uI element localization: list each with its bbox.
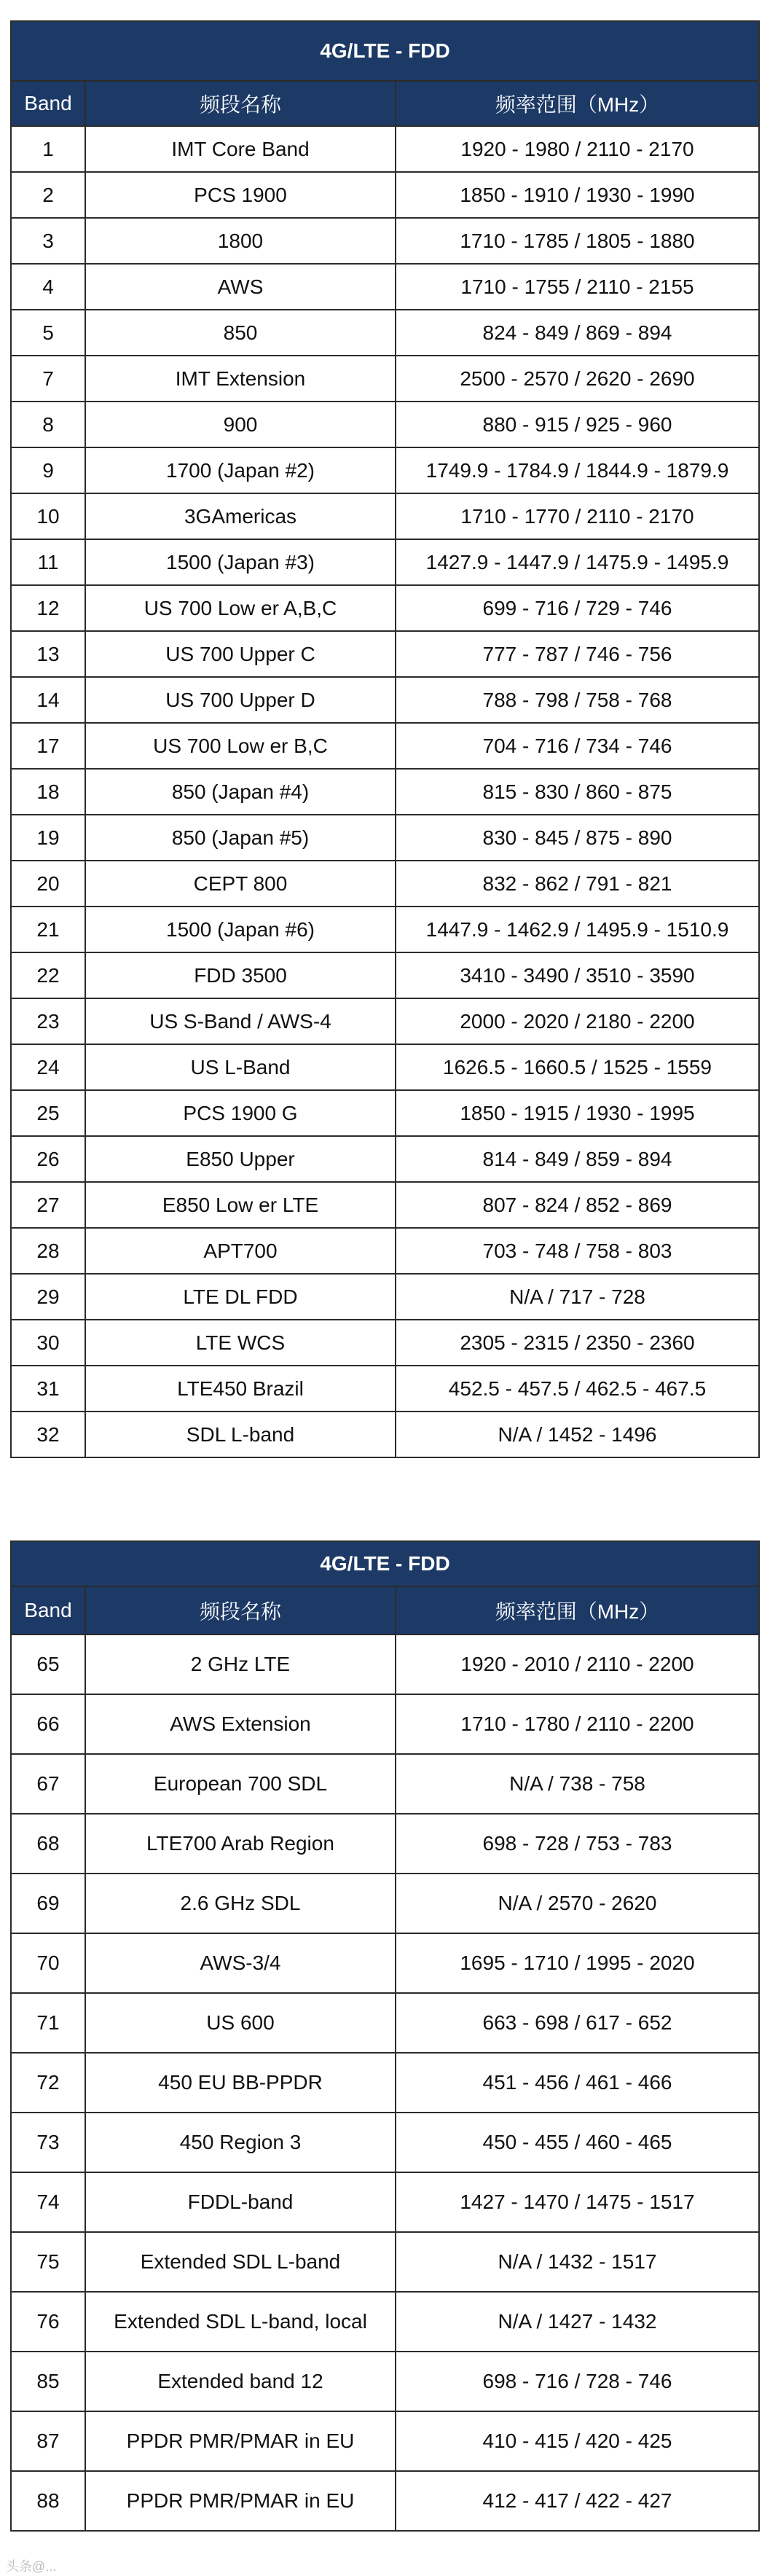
table-row [11,172,759,218]
table-row [11,1754,759,1814]
band-number: 4 [11,264,85,310]
table-title: 4G/LTE - FDD [11,1541,759,1586]
lte-fdd-table-1 [10,20,760,1458]
band-name: 1700 (Japan #2) [85,447,396,493]
table-row [11,861,759,907]
band-name: 1500 (Japan #3) [85,539,396,585]
frequency-range: N/A / 2570 - 2620 [396,1874,759,1933]
band-name: Extended SDL L-band, local [85,2292,396,2352]
frequency-range: 2000 - 2020 / 2180 - 2200 [396,998,759,1044]
frequency-range: 1710 - 1770 / 2110 - 2170 [396,493,759,539]
watermark: 头条@... [6,2559,57,2574]
frequency-range: 814 - 849 / 859 - 894 [396,1136,759,1182]
frequency-range: 450 - 455 / 460 - 465 [396,2113,759,2172]
band-name: European 700 SDL [85,1754,396,1814]
band-number: 69 [11,1874,85,1933]
frequency-range: 1695 - 1710 / 1995 - 2020 [396,1933,759,1993]
band-number: 88 [11,2471,85,2531]
band-name: FDDL-band [85,2172,396,2232]
frequency-range: 2500 - 2570 / 2620 - 2690 [396,356,759,402]
band-name: US S-Band / AWS-4 [85,998,396,1044]
band-number: 68 [11,1814,85,1874]
band-name: 900 [85,402,396,447]
table-row [11,585,759,631]
band-name: Extended band 12 [85,2352,396,2411]
band-number: 74 [11,2172,85,2232]
frequency-range: 451 - 456 / 461 - 466 [396,2053,759,2113]
band-name: PPDR PMR/PMAR in EU [85,2471,396,2531]
band-number: 7 [11,356,85,402]
band-name: US 700 Low er A,B,C [85,585,396,631]
band-number: 71 [11,1993,85,2053]
table-row [11,1136,759,1182]
frequency-range: 777 - 787 / 746 - 756 [396,631,759,677]
frequency-range: N/A / 717 - 728 [396,1274,759,1320]
frequency-range: 830 - 845 / 875 - 890 [396,815,759,861]
band-number: 65 [11,1635,85,1694]
band-name: AWS [85,264,396,310]
frequency-range: 698 - 728 / 753 - 783 [396,1814,759,1874]
table-row [11,539,759,585]
frequency-range: 832 - 862 / 791 - 821 [396,861,759,907]
table-row [11,264,759,310]
table-row [11,1694,759,1754]
band-number: 73 [11,2113,85,2172]
table-row [11,310,759,356]
table-row [11,1933,759,1993]
band-number: 3 [11,218,85,264]
band-name: CEPT 800 [85,861,396,907]
band-name: 850 [85,310,396,356]
frequency-range: 1710 - 1785 / 1805 - 1880 [396,218,759,264]
band-name: US 700 Upper C [85,631,396,677]
frequency-range: 1850 - 1910 / 1930 - 1990 [396,172,759,218]
table-row [11,1044,759,1090]
band-name: 450 Region 3 [85,2113,396,2172]
band-name: US 700 Low er B,C [85,723,396,769]
band-number: 20 [11,861,85,907]
header-band-name: 频段名称 [85,81,396,126]
frequency-range: 663 - 698 / 617 - 652 [396,1993,759,2053]
band-number: 28 [11,1228,85,1274]
band-number: 5 [11,310,85,356]
table-row [11,493,759,539]
header-frequency-range: 频率范围（MHz） [396,81,759,126]
band-name: Extended SDL L-band [85,2232,396,2292]
frequency-range: 2305 - 2315 / 2350 - 2360 [396,1320,759,1366]
band-number: 70 [11,1933,85,1993]
frequency-range: 1427 - 1470 / 1475 - 1517 [396,2172,759,2232]
header-frequency-range: 频率范围（MHz） [396,1586,759,1635]
band-name: US L-Band [85,1044,396,1090]
frequency-range: 452.5 - 457.5 / 462.5 - 467.5 [396,1366,759,1412]
table-row [11,2053,759,2113]
frequency-range: 880 - 915 / 925 - 960 [396,402,759,447]
table-row [11,1412,759,1457]
frequency-range: 788 - 798 / 758 - 768 [396,677,759,723]
band-number: 75 [11,2232,85,2292]
band-name: 450 EU BB-PPDR [85,2053,396,2113]
frequency-range: 698 - 716 / 728 - 746 [396,2352,759,2411]
band-name: 3GAmericas [85,493,396,539]
band-name: 2.6 GHz SDL [85,1874,396,1933]
table-row [11,1228,759,1274]
band-number: 26 [11,1136,85,1182]
frequency-range: N/A / 1452 - 1496 [396,1412,759,1457]
band-name: 1500 (Japan #6) [85,907,396,952]
band-number: 14 [11,677,85,723]
band-name: PPDR PMR/PMAR in EU [85,2411,396,2471]
frequency-range: 1710 - 1780 / 2110 - 2200 [396,1694,759,1754]
band-number: 19 [11,815,85,861]
table-row [11,677,759,723]
frequency-range: 1626.5 - 1660.5 / 1525 - 1559 [396,1044,759,1090]
band-number: 66 [11,1694,85,1754]
band-name: PCS 1900 G [85,1090,396,1136]
table-row [11,631,759,677]
band-number: 85 [11,2352,85,2411]
band-name: SDL L-band [85,1412,396,1457]
band-name: AWS-3/4 [85,1933,396,1993]
header-band: Band [11,1586,85,1635]
frequency-range: N/A / 1432 - 1517 [396,2232,759,2292]
table-row [11,1993,759,2053]
band-number: 21 [11,907,85,952]
frequency-range: N/A / 738 - 758 [396,1754,759,1814]
band-number: 9 [11,447,85,493]
band-number: 76 [11,2292,85,2352]
band-name: 850 (Japan #4) [85,769,396,815]
band-name: E850 Upper [85,1136,396,1182]
table-row [11,2232,759,2292]
frequency-range: 1710 - 1755 / 2110 - 2155 [396,264,759,310]
band-name: LTE WCS [85,1320,396,1366]
frequency-range: 1850 - 1915 / 1930 - 1995 [396,1090,759,1136]
frequency-range: 3410 - 3490 / 3510 - 3590 [396,952,759,998]
band-name: 2 GHz LTE [85,1635,396,1694]
table-row [11,2352,759,2411]
band-number: 10 [11,493,85,539]
frequency-range: 1447.9 - 1462.9 / 1495.9 - 1510.9 [396,907,759,952]
band-number: 29 [11,1274,85,1320]
frequency-range: N/A / 1427 - 1432 [396,2292,759,2352]
band-number: 8 [11,402,85,447]
band-number: 12 [11,585,85,631]
header-band-name: 频段名称 [85,1586,396,1635]
frequency-range: 807 - 824 / 852 - 869 [396,1182,759,1228]
band-number: 24 [11,1044,85,1090]
band-name: E850 Low er LTE [85,1182,396,1228]
table-row [11,447,759,493]
frequency-range: 703 - 748 / 758 - 803 [396,1228,759,1274]
band-name: LTE DL FDD [85,1274,396,1320]
table-row [11,907,759,952]
table-row [11,402,759,447]
band-number: 1 [11,126,85,172]
band-number: 23 [11,998,85,1044]
frequency-range: 1920 - 2010 / 2110 - 2200 [396,1635,759,1694]
table-row [11,2411,759,2471]
band-name: LTE700 Arab Region [85,1814,396,1874]
band-number: 67 [11,1754,85,1814]
band-name: 850 (Japan #5) [85,815,396,861]
band-name: 1800 [85,218,396,264]
table-row [11,1274,759,1320]
frequency-range: 412 - 417 / 422 - 427 [396,2471,759,2531]
table-row [11,1874,759,1933]
band-name: LTE450 Brazil [85,1366,396,1412]
table-row [11,1635,759,1694]
table-row [11,126,759,172]
frequency-range: 1749.9 - 1784.9 / 1844.9 - 1879.9 [396,447,759,493]
frequency-range: 1427.9 - 1447.9 / 1475.9 - 1495.9 [396,539,759,585]
frequency-range: 1920 - 1980 / 2110 - 2170 [396,126,759,172]
table-row [11,998,759,1044]
band-name: IMT Extension [85,356,396,402]
band-name: PCS 1900 [85,172,396,218]
table-row [11,356,759,402]
band-number: 32 [11,1412,85,1457]
frequency-range: 699 - 716 / 729 - 746 [396,585,759,631]
frequency-range: 704 - 716 / 734 - 746 [396,723,759,769]
table-row [11,1090,759,1136]
table-row [11,218,759,264]
frequency-range: 824 - 849 / 869 - 894 [396,310,759,356]
table-row [11,1320,759,1366]
band-number: 27 [11,1182,85,1228]
band-name: AWS Extension [85,1694,396,1754]
lte-fdd-table-2 [10,1540,760,2532]
table-row [11,952,759,998]
band-name: FDD 3500 [85,952,396,998]
band-number: 30 [11,1320,85,1366]
band-number: 18 [11,769,85,815]
band-name: IMT Core Band [85,126,396,172]
table-row [11,2172,759,2232]
band-name: US 700 Upper D [85,677,396,723]
table-row [11,1182,759,1228]
frequency-range: 410 - 415 / 420 - 425 [396,2411,759,2471]
band-number: 13 [11,631,85,677]
band-number: 11 [11,539,85,585]
table-row [11,2292,759,2352]
table-row [11,769,759,815]
band-number: 25 [11,1090,85,1136]
band-number: 17 [11,723,85,769]
table-row [11,1814,759,1874]
table-row [11,2113,759,2172]
band-name: US 600 [85,1993,396,2053]
frequency-range: 815 - 830 / 860 - 875 [396,769,759,815]
band-number: 2 [11,172,85,218]
band-number: 87 [11,2411,85,2471]
table-row [11,1366,759,1412]
band-name: APT700 [85,1228,396,1274]
band-number: 72 [11,2053,85,2113]
band-number: 22 [11,952,85,998]
table-row [11,723,759,769]
table-row [11,815,759,861]
band-number: 31 [11,1366,85,1412]
table-row [11,2471,759,2531]
header-band: Band [11,81,85,126]
table-title: 4G/LTE - FDD [11,21,759,81]
